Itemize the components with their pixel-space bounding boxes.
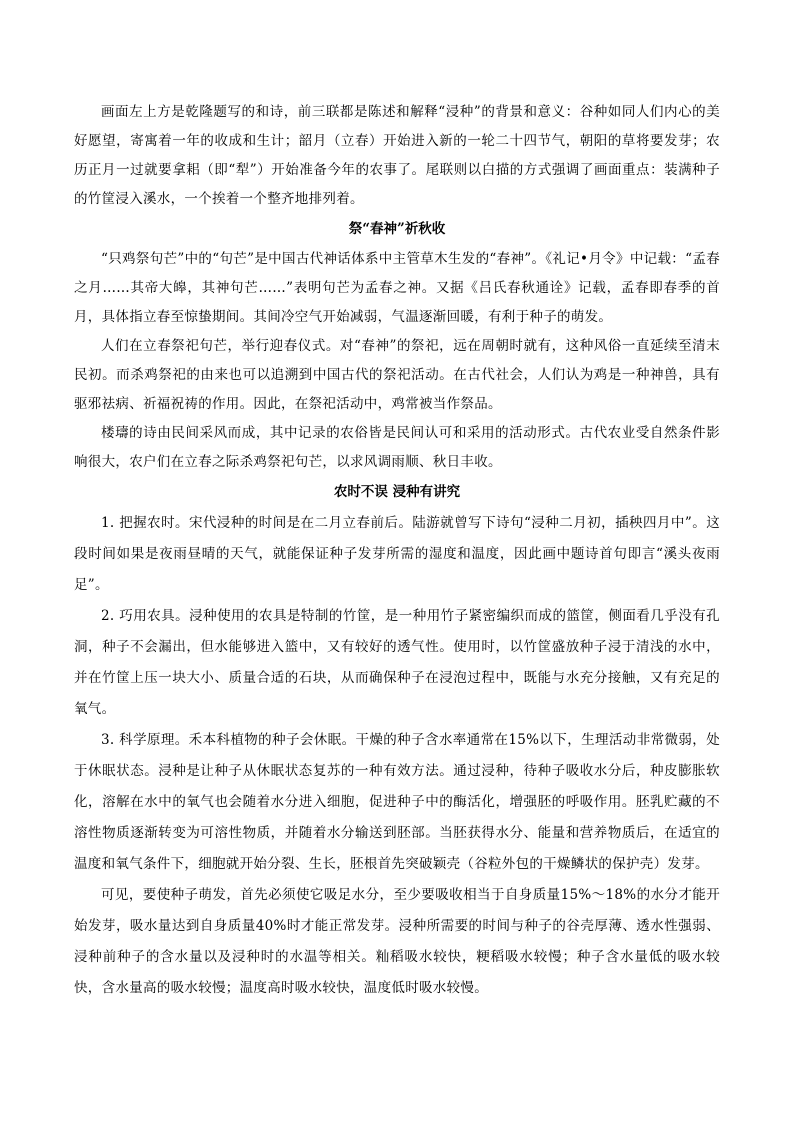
- paragraph: 可见，要使种子萌发，首先必须使它吸足水分，至少要吸收相当于自身质量15%～18%的水分才能开始发芽，吸水量达到自身质量40%时才能正常发芽。浸种所需要的时间与种子的谷壳厚薄、透水性强弱、浸种前种子的含水量以及浸种时的水温等相关。籼稻吸水较快，粳稻吸水较慢；种子含水量低的吸水较快，含水量高的吸水较慢；温度高时吸水较快，温度低时吸水较慢。: [74, 887, 720, 996]
- paragraph: “只鸡祭句芒”中的“句芒”是中国古代神话体系中主管草木生发的“春神”。《礼记•月令》中记载：“孟春之月……其帝大皞，其神句芒……”表明句芒为孟春之神。又据《吕氏春秋通诠》记载，孟春即春季的首月，具体指立春至惊蛰期间。其间冷空气开始减弱，气温逐渐回暖，有利于种子的萌发。: [74, 251, 720, 325]
- section-heading-seed-soaking: 农时不误 浸种有讲究: [333, 484, 461, 500]
- section-heading-spring-god: 祭“春神”祈秋收: [348, 221, 446, 237]
- paragraph: 楼璹的诗由民间采风而成，其中记录的农俗皆是民间认可和采用的活动形式。古代农业受自然条件影响很大，农户们在立春之际杀鸡祭祀句芒，以求风调雨顺、秋日丰收。: [74, 425, 720, 470]
- paragraph: 2. 巧用农具。浸种使用的农具是特制的竹筐，是一种用竹子紧密编织而成的篮筐，侧面看几乎没有孔洞，种子不会漏出，但水能够进入篮中，又有较好的透气性。使用时，以竹筐盛放种子浸于清浅的水中，并在竹筐上压一块大小、质量合适的石块，从而确保种子在浸泡过程中，既能与水充分接触，又有充足的氧气。: [74, 608, 720, 717]
- paragraph: 人们在立春祭祀句芒，举行迎春仪式。对“春神”的祭祀，远在周朝时就有，这种风俗一直延续至清末民初。而杀鸡祭祀的由来也可以追溯到中国古代的祭祀活动。在古代社会，人们认为鸡是一种神兽，具有驱邪祛病、祈福祝祷的作用。因此，在祭祀活动中，鸡常被当作祭品。: [74, 338, 720, 412]
- paragraph: 3. 科学原理。禾本科植物的种子会休眠。干燥的种子含水率通常在15%以下，生理活动非常微弱，处于休眠状态。浸种是让种子从休眠状态复苏的一种有效方法。通过浸种，待种子吸收水分后，种皮膨胀软化，溶解在水中的氧气也会随着水分进入细胞，促进种子中的酶活化，增强胚的呼吸作用。胚乳贮藏的不溶性物质逐渐转变为可溶性物质，并随着水分输送到胚部。当胚获得水分、能量和营养物质后，在适宜的温度和氧气条件下，细胞就开始分裂、生长，胚根首先突破颖壳（谷粒外包的干燥鳞状的保护壳）发芽。: [74, 732, 720, 872]
- paragraph: 1. 把握农时。宋代浸种的时间是在二月立春前后。陆游就曾写下诗句“浸种二月初，插秧四月中”。这段时间如果是夜雨昼晴的天气，就能保证种子发芽所需的湿度和温度，因此画中题诗首句即言“溪头夜雨足”。: [74, 515, 720, 593]
- intro-paragraph: 画面左上方是乾隆题写的和诗，前三联都是陈述和解释“浸种”的背景和意义：谷种如同人们内心的美好愿望，寄寓着一年的收成和生计；韶月（立春）开始进入新的一轮二十四节气，朝阳的草将要发芽；农历正月一过就要拿耜（即“犁”）开始准备今年的农事了。尾联则以白描的方式强调了画面重点：装满种子的竹筐浸入溪水，一个挨着一个整齐地排列着。: [74, 104, 720, 207]
- document-page: [74, 98, 720, 1004]
